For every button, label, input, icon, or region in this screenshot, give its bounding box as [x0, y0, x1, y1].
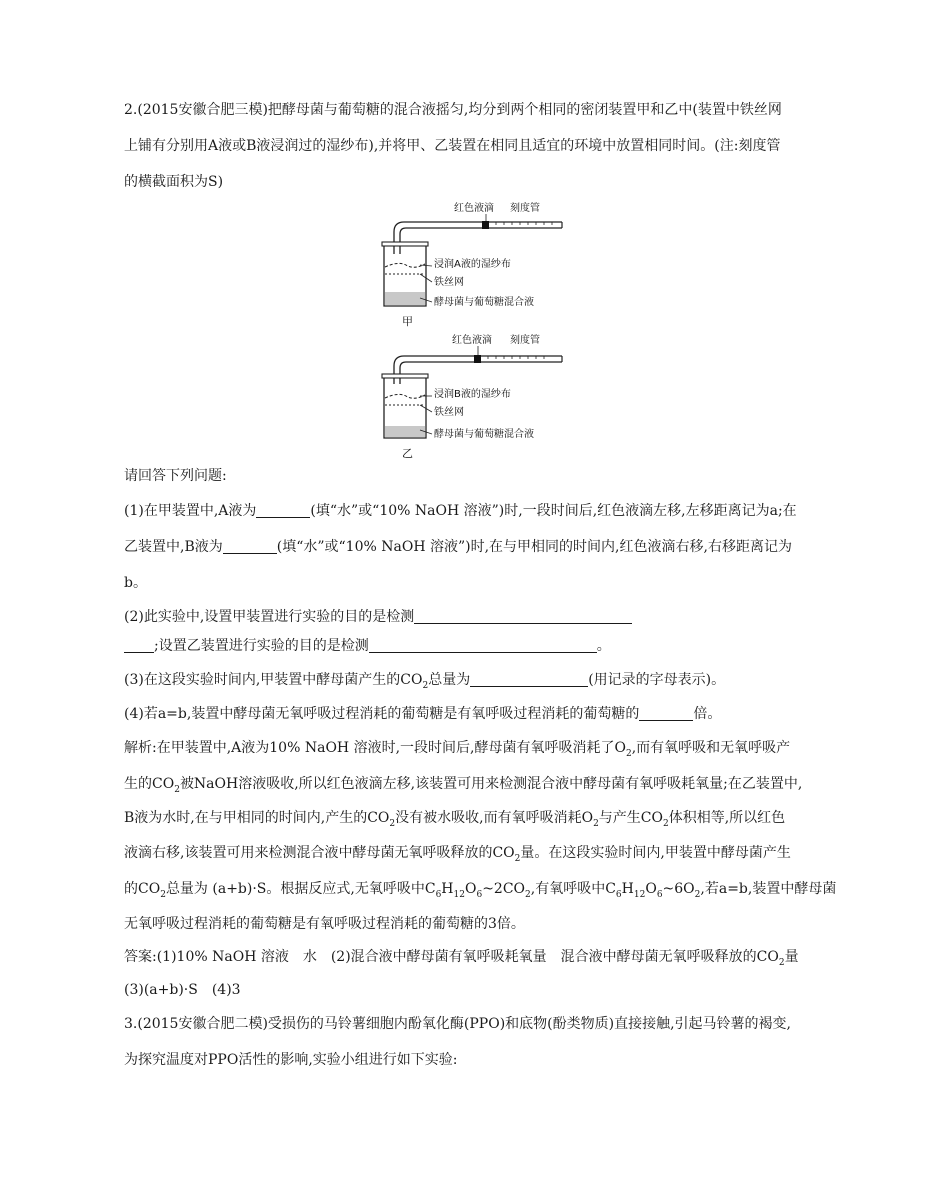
wet-gauze — [385, 394, 425, 398]
text-run: (1)在甲装置中,A液为 — [124, 503, 257, 519]
text-run: 解析:在甲装置中,A液为10% NaOH 溶液时,一段时间后,酵母菌有氧呼吸消耗了O — [124, 740, 626, 756]
tube-inner — [400, 228, 562, 254]
label-scale-tube: 刻度管 — [510, 203, 540, 214]
apparatus-figure-jia — [376, 198, 586, 330]
text-run: (2)此实验中,设置甲装置进行实验的目的是检测 — [124, 609, 415, 625]
label-gauze: 浸润B液的湿纱布 — [434, 389, 511, 400]
text-run: 生的CO — [124, 776, 175, 792]
label-mixture: 酵母菌与葡萄糖混合液 — [434, 297, 534, 308]
text-run: (4)若a=b,装置中酵母菌无氧呼吸过程消耗的葡萄糖是有氧呼吸过程消耗的葡萄糖的 — [124, 706, 640, 722]
text-run: 倍。 — [693, 706, 722, 722]
subscript: 6 — [656, 889, 663, 900]
q2-intro-line-1: 2.(2015安徽合肥三模)把酵母菌与葡萄糖的混合液摇匀,均分到两个相同的密闭装置甲和乙中(装置中铁丝网 — [124, 102, 782, 118]
red-droplet — [482, 221, 489, 229]
subscript: 2 — [422, 680, 429, 691]
stopper — [382, 242, 428, 246]
text-run: 与产生CO — [598, 810, 663, 826]
subscript: 6 — [615, 889, 622, 900]
subscript: 2 — [663, 818, 669, 829]
q3-line-1: 3.(2015安徽合肥二模)受损伤的马铃薯细胞内酚氧化酶(PPO)和底物(酚类物质)直接接触,引起马铃薯的褐变, — [124, 1016, 791, 1032]
text-run: ;设置乙装置进行实验的目的是检测 — [154, 638, 369, 654]
analysis-line-1 — [124, 738, 790, 764]
text-run: 答案:(1)10% NaOH 溶液 水 (2)混合液中酵母菌有氧呼吸耗氧量 混合液中酵母菌无氧呼吸释放的CO — [124, 949, 779, 965]
q2-part2-line-2 — [124, 636, 611, 656]
text-run: ~2CO — [482, 881, 526, 897]
answer-blank — [414, 609, 632, 624]
text-run: 体积相等,所以红色 — [668, 810, 786, 826]
q2-part4 — [124, 704, 721, 724]
text-run: ,而有氧呼吸和无氧呼吸产 — [631, 740, 791, 756]
text-run: O — [464, 881, 477, 897]
q2-prompt: 请回答下列问题: — [124, 468, 227, 484]
text-run: 量。在这段实验时间内,甲装置中酵母菌产生 — [520, 845, 791, 861]
subscript: 2 — [778, 957, 785, 968]
text-run: (填“水”或“10% NaOH 溶液”)时,在与甲相同的时间内,红色液滴右移,右移距离记为 — [276, 539, 792, 555]
figure-caption: 甲 — [402, 315, 413, 328]
text-run: H — [621, 881, 634, 897]
text-run: 没有被水吸收,而有氧呼吸消耗O — [395, 810, 594, 826]
q2-intro-line-3: 的横截面积为S) — [124, 174, 224, 190]
analysis-line-3 — [124, 808, 785, 834]
analysis-line-6: 无氧呼吸过程消耗的葡萄糖是有氧呼吸过程消耗的葡萄糖的3倍。 — [124, 916, 525, 932]
text-run: ~6O — [662, 881, 695, 897]
subscript: 6 — [476, 889, 483, 900]
subscript: 2 — [160, 889, 166, 900]
subscript: 2 — [625, 748, 632, 759]
answer-blank — [369, 638, 597, 653]
text-run: 。 — [596, 638, 611, 654]
analysis-line-4 — [124, 843, 791, 869]
analysis-line-2 — [124, 774, 802, 800]
q2-part1-line-3: b。 — [124, 575, 147, 591]
text-run: (3)在这段实验时间内,甲装置中酵母菌产生的CO — [124, 672, 423, 688]
text-run: 乙装置中,B液为 — [124, 539, 223, 555]
subscript: 2 — [174, 784, 180, 795]
subscript: 2 — [389, 818, 396, 829]
answer-line-1 — [124, 947, 799, 973]
mixture-liquid — [385, 426, 425, 437]
answer-blank — [256, 503, 310, 518]
answer-blank — [639, 706, 693, 721]
label-red-droplet: 红色液滴 — [452, 335, 492, 346]
text-run: 总量为 (a+b)·S。根据反应式,无氧呼吸中C — [165, 881, 436, 897]
text-run: H — [441, 881, 454, 897]
text-run: ,若a=b,装置中酵母菌 — [700, 881, 837, 897]
answer-blank — [470, 672, 588, 687]
q2-part1-line-1 — [124, 501, 797, 521]
text-run: ,有氧呼吸中C — [530, 881, 616, 897]
text-run: 量 — [784, 949, 799, 965]
label-mesh: 铁丝网 — [434, 407, 464, 418]
label-gauze: 浸润A液的湿纱布 — [434, 259, 511, 270]
q3-line-2: 为探究温度对PPO活性的影响,实验小组进行如下实验: — [124, 1052, 458, 1068]
stopper — [382, 374, 428, 378]
answer-blank — [223, 539, 277, 554]
red-droplet — [474, 355, 481, 363]
answer-line-2: (3)(a+b)·S (4)3 — [124, 982, 241, 998]
mixture-liquid — [385, 292, 425, 305]
subscript: 12 — [633, 889, 646, 900]
figure-caption: 乙 — [402, 447, 413, 460]
subscript: 2 — [593, 818, 599, 829]
text-run: (填“水”或“10% NaOH 溶液”)时,一段时间后,红色液滴左移,左移距离记为a;在 — [310, 503, 797, 519]
subscript: 12 — [453, 889, 465, 900]
subscript: 2 — [525, 889, 531, 900]
label-scale-tube: 刻度管 — [510, 335, 540, 346]
subscript: 6 — [435, 889, 442, 900]
text-run: 总量为 — [428, 672, 471, 688]
q2-part1-line-2 — [124, 537, 792, 557]
answer-blank — [124, 638, 154, 653]
text-run: 被NaOH溶液吸收,所以红色液滴左移,该装置可用来检测混合液中酵母菌有氧呼吸耗氧量;在乙装置中, — [179, 776, 803, 792]
label-mesh: 铁丝网 — [434, 277, 464, 288]
label-mixture: 酵母菌与葡萄糖混合液 — [434, 429, 534, 440]
label-red-droplet: 红色液滴 — [454, 203, 494, 214]
subscript: 2 — [694, 889, 701, 900]
subscript: 2 — [514, 853, 521, 864]
text-run: 的CO — [124, 881, 161, 897]
text-run: (用记录的字母表示)。 — [588, 672, 726, 688]
wet-gauze — [385, 263, 425, 267]
text-run: B液为水时,在与甲相同的时间内,产生的CO — [124, 810, 390, 826]
tube-inner — [400, 362, 562, 384]
tube-outer — [394, 222, 562, 254]
apparatus-figure-yi — [376, 330, 586, 462]
q2-intro-line-2: 上铺有分别用A液或B液浸润过的湿纱布),并将甲、乙装置在相同且适宜的环境中放置相同时间。(注:刻度管 — [124, 138, 781, 154]
analysis-line-5 — [124, 879, 836, 905]
text-run: O — [645, 881, 657, 897]
text-run: 液滴右移,该装置可用来检测混合液中酵母菌无氧呼吸释放的CO — [124, 845, 515, 861]
q2-part2-line-1 — [124, 607, 632, 627]
q2-part3 — [124, 670, 725, 696]
